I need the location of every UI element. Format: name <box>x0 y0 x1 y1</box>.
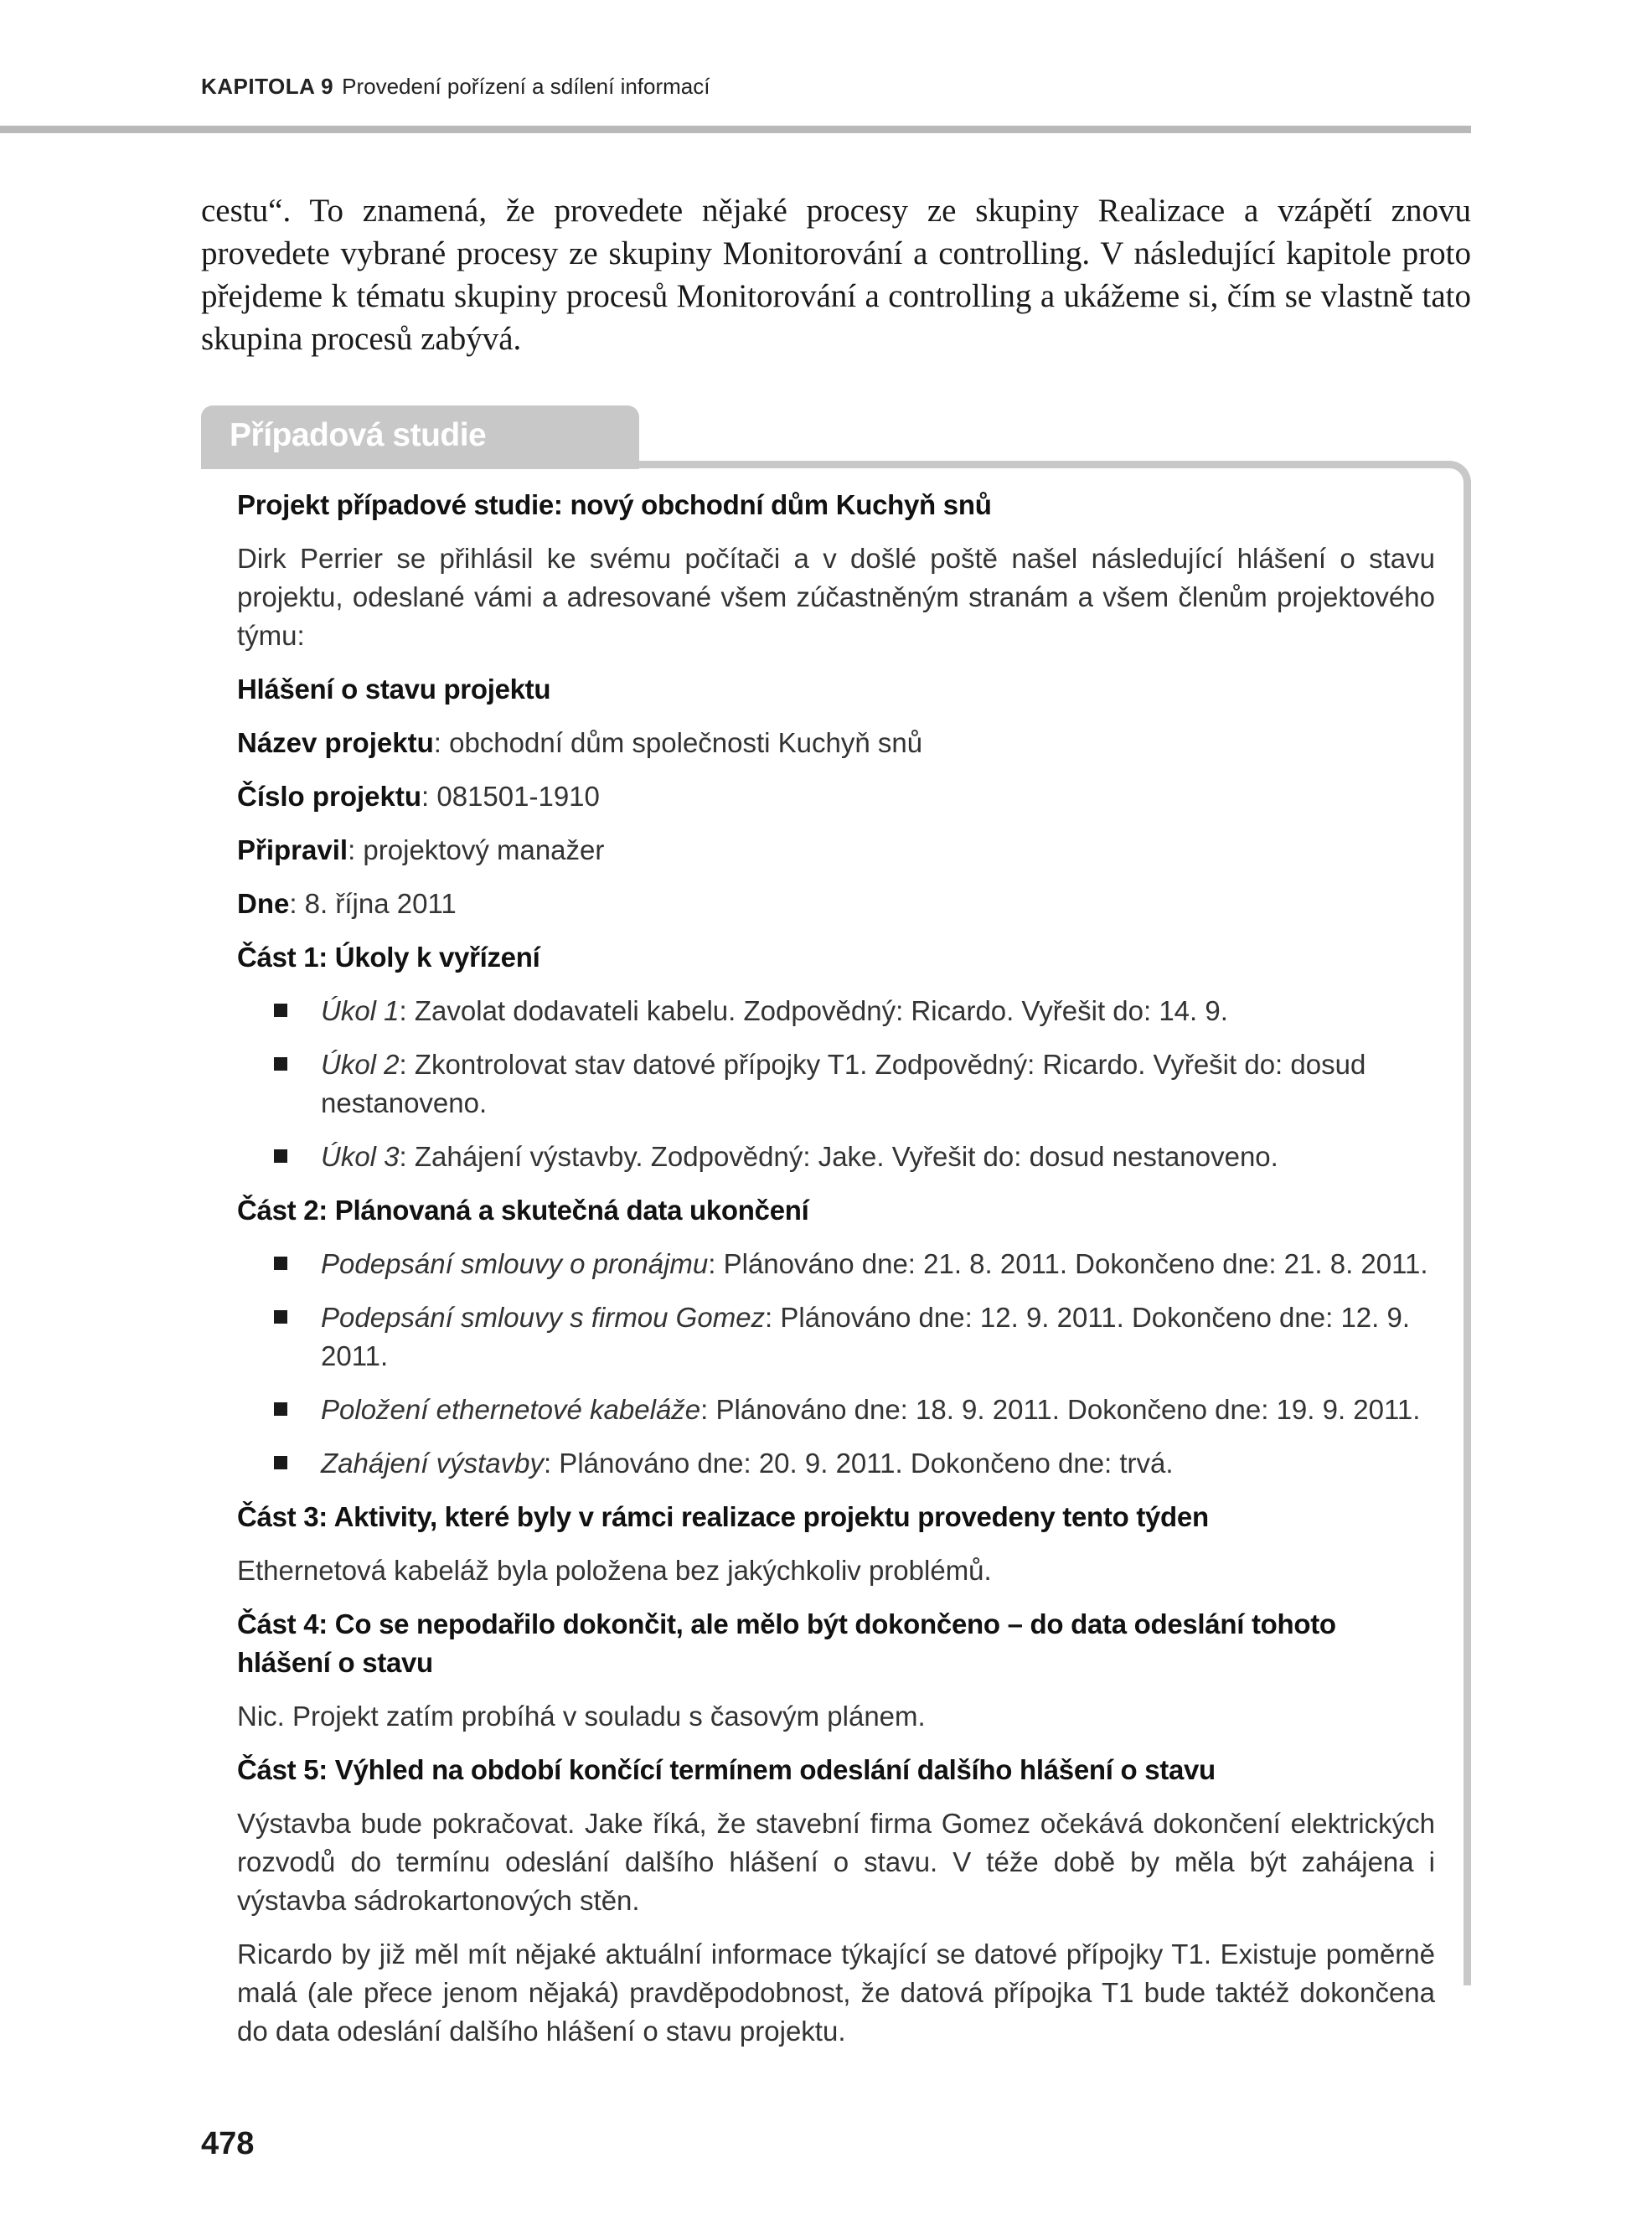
item-title: Podepsání smlouvy o pronájmu <box>321 1248 709 1279</box>
bullet-square-icon <box>274 1402 287 1416</box>
list-item <box>237 1391 1435 1429</box>
bullet-square-icon <box>274 1149 287 1163</box>
bullet-square-icon <box>274 1004 287 1017</box>
item-text: : Zavolat dodavateli kabelu. Zodpovědný: Ricardo. Vyřešit do: 14. 9. <box>399 995 1228 1026</box>
list-item <box>237 1138 1435 1176</box>
item-text: : Plánováno dne: 21. 8. 2011. Dokončeno dne: 21. 8. 2011. <box>708 1248 1428 1279</box>
part1-list <box>237 992 1435 1176</box>
part4-text: Nic. Projekt zatím probíhá v souladu s časovým plánem. <box>237 1701 926 1732</box>
bullet-square-icon <box>274 1310 287 1324</box>
case-study-content <box>237 486 1435 2066</box>
list-item <box>237 1245 1435 1283</box>
item-title: Úkol 1 <box>321 995 400 1026</box>
page-number: 478 <box>201 2126 255 2161</box>
field-value: : projektový manažer <box>348 834 605 865</box>
field-project-number <box>237 777 1435 816</box>
field-label: Dne <box>237 888 290 919</box>
item-text: : Zahájení výstavby. Zodpovědný: Jake. Vyřešit do: dosud nestanoveno. <box>399 1141 1278 1172</box>
field-project-name <box>237 724 1435 762</box>
part5-paragraph-1: Výstavba bude pokračovat. Jake říká, že stavební firma Gomez očekává dokončení elektrických rozvodů do termínu odeslání dalšího hlášení o stavu. V téže době by měla být zahájena i výstavba sádrokartonových stěn. <box>237 1808 1435 1916</box>
part2-heading: Část 2: Plánovaná a skutečná data ukončení <box>237 1195 809 1226</box>
field-value: : obchodní dům společnosti Kuchyň snů <box>433 727 923 758</box>
chapter-title: Provedení pořízení a sdílení informací <box>342 74 710 99</box>
header-rule <box>0 126 1471 133</box>
bullet-square-icon <box>274 1057 287 1071</box>
part5-heading: Část 5: Výhled na období končící termínem odeslání dalšího hlášení o stavu <box>237 1754 1216 1785</box>
part1-heading: Část 1: Úkoly k vyřízení <box>237 942 540 973</box>
item-title: Úkol 3 <box>321 1141 400 1172</box>
bullet-square-icon <box>274 1456 287 1469</box>
field-date <box>237 885 1435 923</box>
item-text: : Plánováno dne: 12. 9. 2011. Dokončeno dne: 12. 9. 2011. <box>321 1302 1411 1371</box>
item-title: Úkol 2 <box>321 1049 400 1080</box>
item-text: : Plánováno dne: 18. 9. 2011. Dokončeno dne: 19. 9. 2011. <box>700 1394 1421 1425</box>
case-study-title: Projekt případové studie: nový obchodní dům Kuchyň snů <box>237 489 992 520</box>
field-label: Připravil <box>237 834 348 865</box>
running-head <box>201 74 710 100</box>
item-text: : Zkontrolovat stav datové přípojky T1. Zodpovědný: Ricardo. Vyřešit do: dosud nestanoveno. <box>321 1049 1366 1118</box>
chapter-label: KAPITOLA 9 <box>201 74 334 99</box>
item-title: Položení ethernetové kabeláže <box>321 1394 701 1425</box>
field-value: : 081501-1910 <box>421 781 600 812</box>
part3-heading: Část 3: Aktivity, které byly v rámci realizace projektu provedeny tento týden <box>237 1501 1209 1532</box>
field-label: Číslo projektu <box>237 781 422 812</box>
part5-paragraph-2: Ricardo by již měl mít nějaké aktuální informace týkající se datové přípojky T1. Existuje poměrně malá (ale přece jenom nějaká) pravděpodobnost, že datová přípojka T1 bude taktéž dokončena do data odeslání dalšího hlášení o stavu projektu. <box>237 1938 1435 2047</box>
case-study-intro: Dirk Perrier se přihlásil ke svému počítači a v došlé poště našel následující hlášení o stavu projektu, odeslané vámi a adresované všem zúčastněným stranám a všem členům projektového týmu: <box>237 543 1435 651</box>
part3-text: Ethernetová kabeláž byla položena bez jakýchkoliv problémů. <box>237 1555 992 1586</box>
list-item <box>237 1444 1435 1483</box>
list-item <box>237 992 1435 1030</box>
part4-heading: Část 4: Co se nepodařilo dokončit, ale mělo být dokončeno – do data odeslání tohoto hlášení o stavu <box>237 1608 1336 1678</box>
intro-paragraph: cestu“. To znamená, že provedete nějaké procesy ze skupiny Realizace a vzápětí znovu provedete vybrané procesy ze skupiny Monitorování a controlling. V následující kapitole proto přejdeme k tématu skupiny procesů Monitorování a controlling a ukážeme si, čím se vlastně tato skupina procesů zabývá. <box>201 193 1471 357</box>
list-item <box>237 1298 1435 1376</box>
item-title: Zahájení výstavby <box>321 1448 544 1479</box>
field-prepared-by <box>237 831 1435 870</box>
report-heading: Hlášení o stavu projektu <box>237 674 551 705</box>
case-study-tab-label: Případová studie <box>230 417 487 453</box>
part2-list <box>237 1245 1435 1483</box>
case-study-tab <box>201 405 639 469</box>
bullet-square-icon <box>274 1257 287 1270</box>
item-text: : Plánováno dne: 20. 9. 2011. Dokončeno dne: trvá. <box>543 1448 1174 1479</box>
list-item <box>237 1045 1435 1123</box>
field-label: Název projektu <box>237 727 434 758</box>
item-title: Podepsání smlouvy s firmou Gomez <box>321 1302 766 1333</box>
field-value: : 8. října 2011 <box>289 888 457 919</box>
